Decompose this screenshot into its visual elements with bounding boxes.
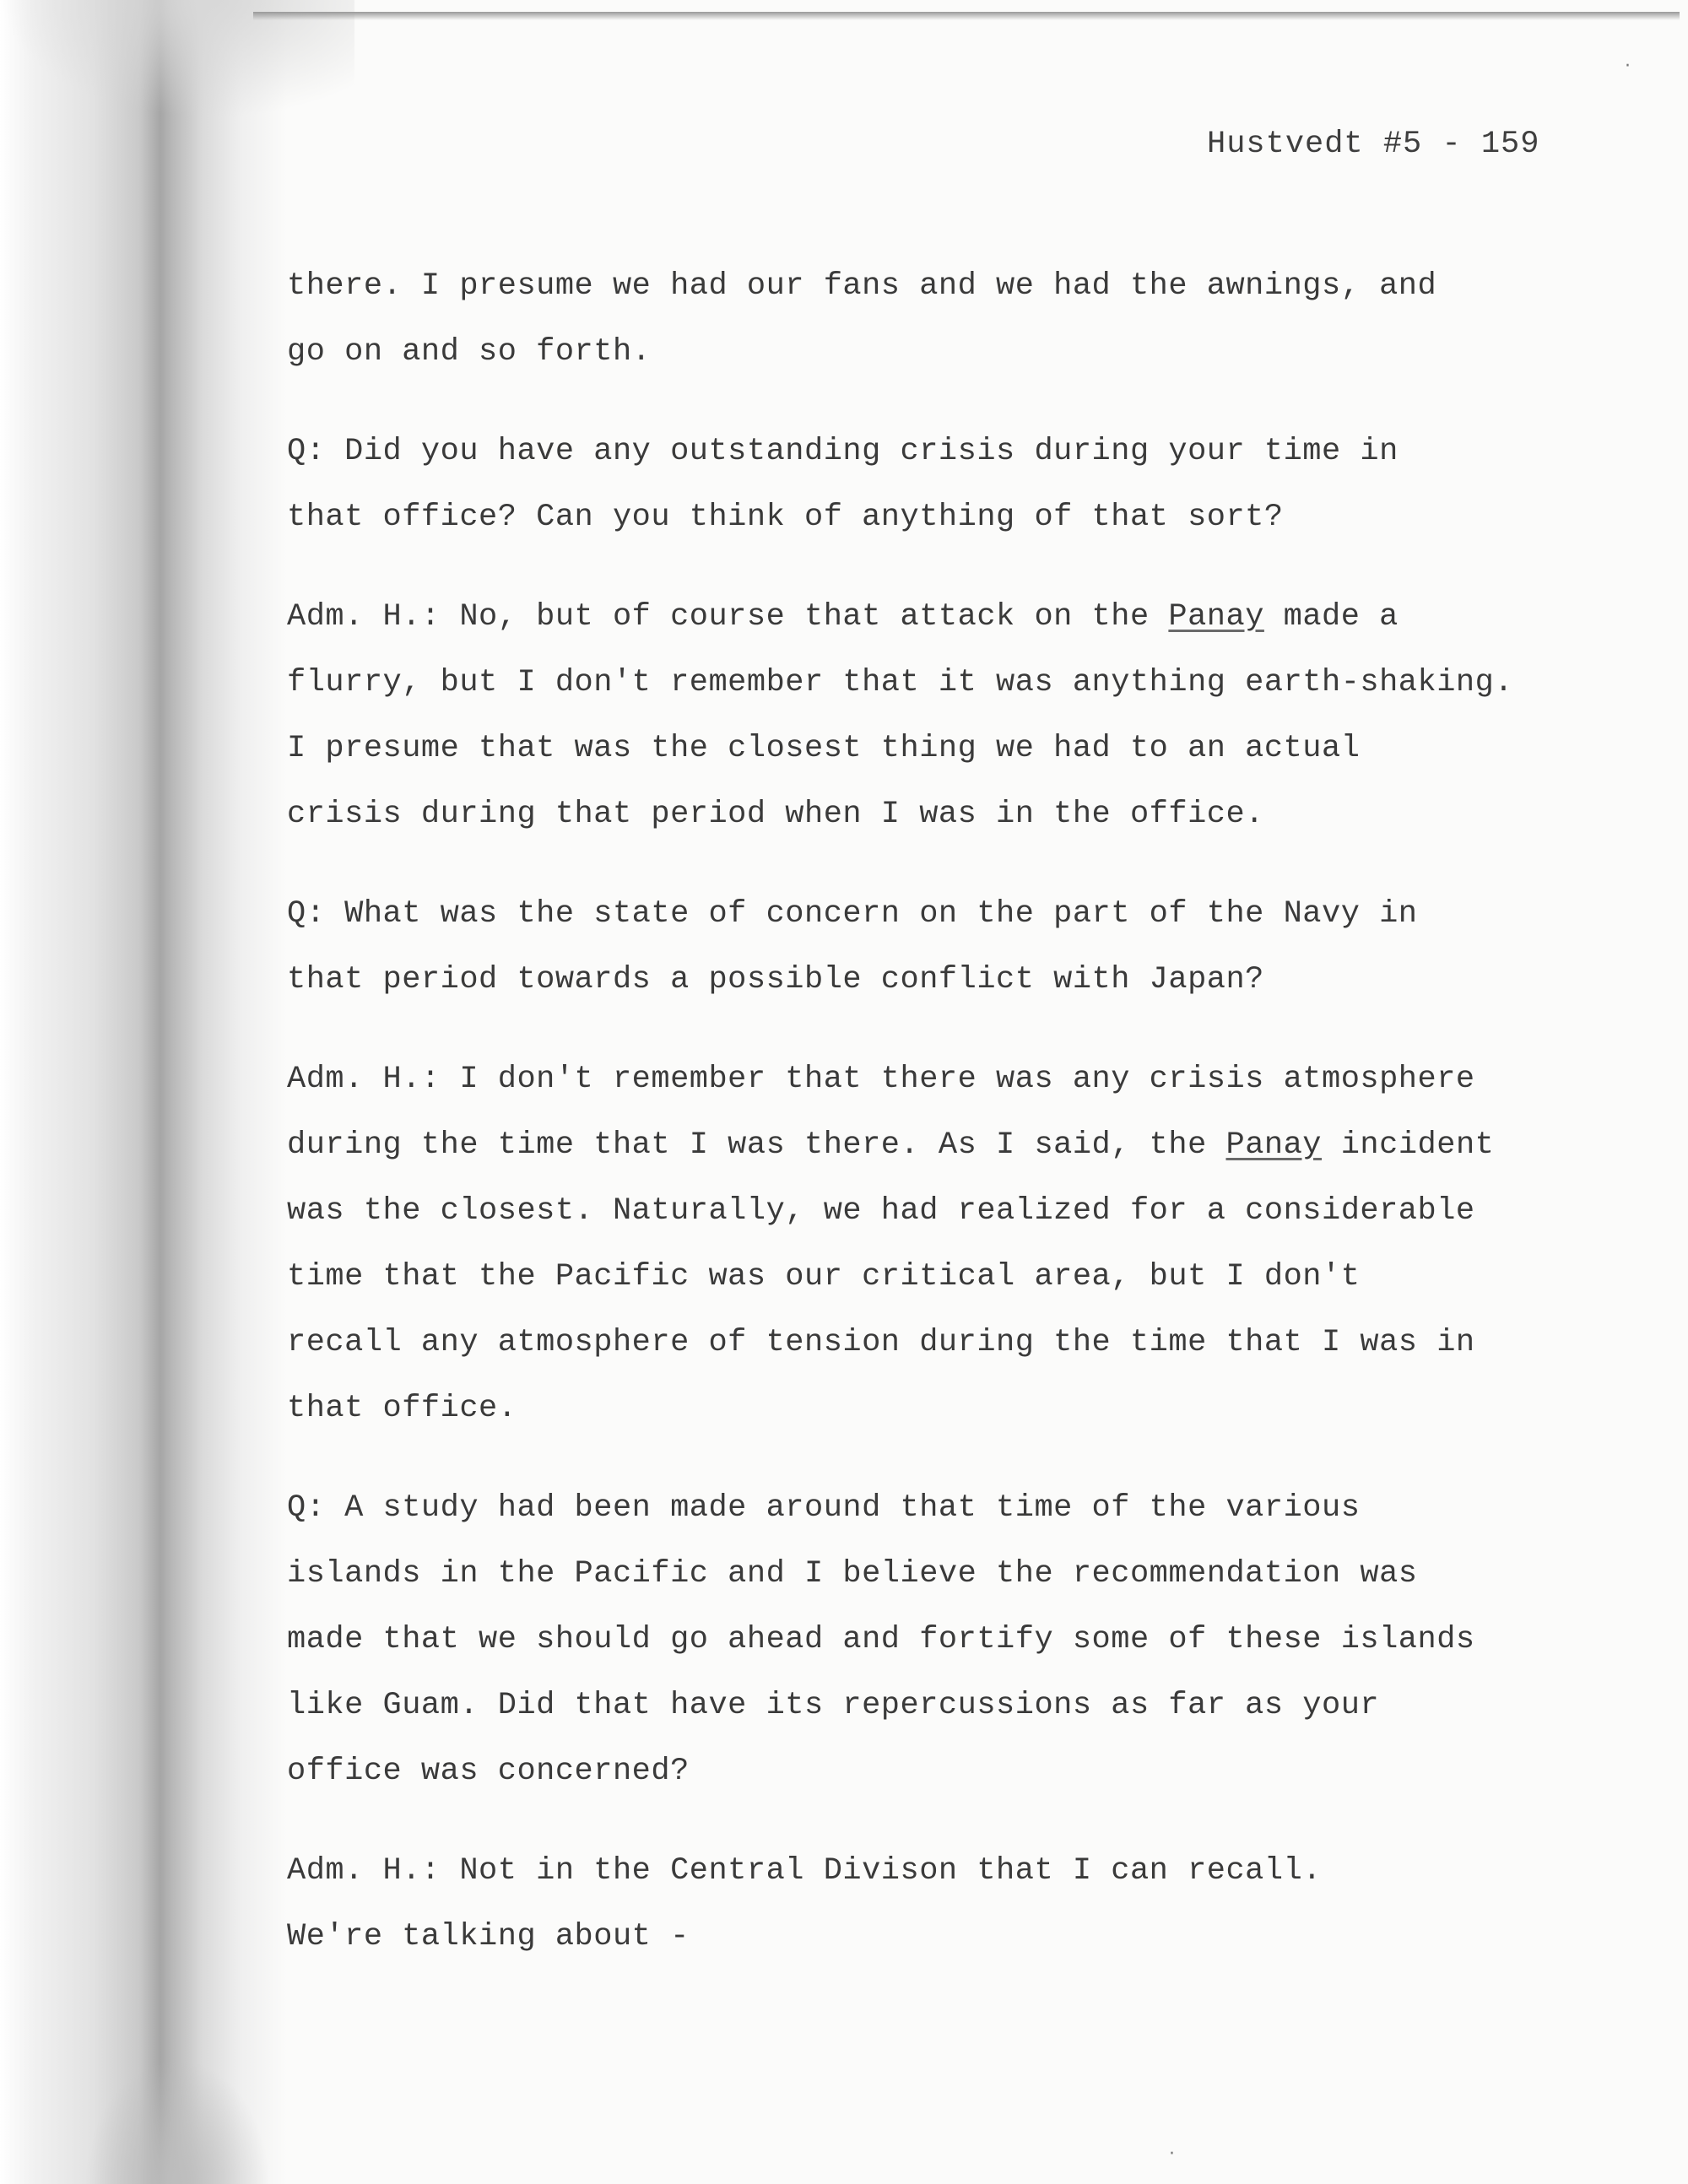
text-line: crisis during that period when I was in the office. xyxy=(287,797,1264,832)
text-line: made that we should go ahead and fortify some of these islands xyxy=(287,1622,1475,1657)
transcript-paragraph xyxy=(287,881,1620,1013)
text-line: that office. xyxy=(287,1391,517,1426)
page-top-edge xyxy=(253,12,1680,20)
page-header: Hustvedt #5 - 159 xyxy=(1207,127,1540,162)
text-line: there. I presume we had our fans and we had the awnings, and xyxy=(287,268,1437,304)
text-line: islands in the Pacific and I believe the recommendation was xyxy=(287,1556,1418,1592)
text-line: that period towards a possible conflict with Japan? xyxy=(287,962,1264,997)
gutter-bottom-shadow xyxy=(84,2059,270,2184)
scan-speck: · xyxy=(1169,2143,1175,2165)
text-segment: Adm. H.: No, but of course that attack on the xyxy=(287,599,1169,635)
text-line: flurry, but I don't remember that it was anything earth-shaking. xyxy=(287,665,1514,700)
transcript-paragraph xyxy=(287,253,1620,385)
ship-name-underlined: Panay xyxy=(1225,1127,1323,1163)
text-line: Q: What was the state of concern on the part of the Navy in xyxy=(287,896,1418,932)
text-line: like Guam. Did that have its repercussions as far as your xyxy=(287,1688,1380,1723)
text-segment: made a xyxy=(1263,599,1399,635)
text-line: Q: Did you have any outstanding crisis during your time in xyxy=(287,434,1399,469)
text-line: time that the Pacific was our critical area, but I don't xyxy=(287,1259,1361,1295)
text-line: go on and so forth. xyxy=(287,334,652,370)
text-line: Adm. H.: I don't remember that there was any crisis atmosphere xyxy=(287,1062,1475,1097)
text-line: Adm. H.: Not in the Central Divison that I can recall. xyxy=(287,1853,1322,1889)
text-line: recall any atmosphere of tension during the time that I was in xyxy=(287,1325,1475,1360)
transcript-body xyxy=(287,253,1620,2003)
transcript-paragraph xyxy=(287,1475,1620,1804)
transcript-paragraph xyxy=(287,419,1620,550)
text-line xyxy=(287,584,1620,650)
text-line: Q: A study had been made around that time of the various xyxy=(287,1490,1361,1526)
scan-speck: · xyxy=(1625,56,1631,77)
text-segment: during the time that I was there. As I said, the xyxy=(287,1127,1226,1163)
book-gutter-shadow xyxy=(0,0,287,2184)
transcript-paragraph xyxy=(287,584,1620,847)
text-line: I presume that was the closest thing we had to an actual xyxy=(287,731,1361,766)
text-segment: incident xyxy=(1322,1127,1495,1163)
text-line xyxy=(287,1112,1620,1178)
transcript-paragraph xyxy=(287,1046,1620,1441)
text-line: We're talking about - xyxy=(287,1919,690,1954)
ship-name-underlined: Panay xyxy=(1168,599,1264,635)
text-line: that office? Can you think of anything of that sort? xyxy=(287,500,1284,535)
transcript-paragraph xyxy=(287,1838,1620,1970)
text-line: was the closest. Naturally, we had realized for a considerable xyxy=(287,1193,1475,1229)
text-line: office was concerned? xyxy=(287,1754,690,1789)
